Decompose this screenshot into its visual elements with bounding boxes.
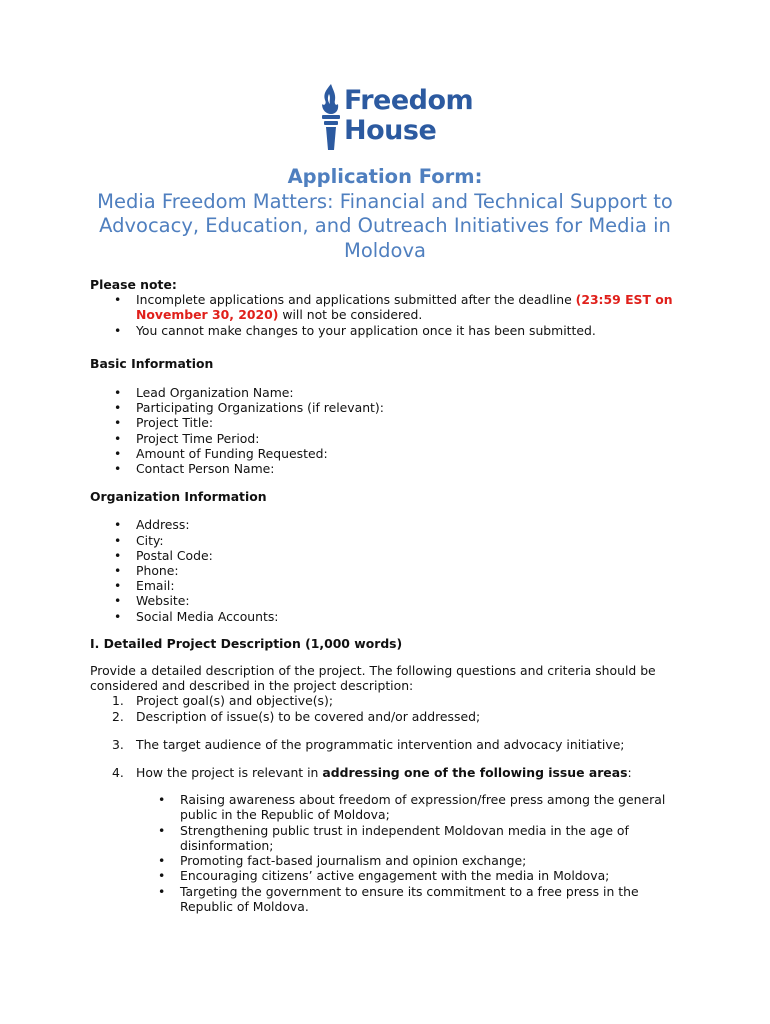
list-item: • Targeting the government to ensure its commitment to a free press in the Republic of Moldova. — [158, 884, 690, 914]
list-item: 4. How the project is relevant in addressing one of the following issue areas: — [112, 765, 632, 781]
list-item: 1. Project goal(s) and objective(s); — [112, 693, 334, 709]
list-item: • Address: — [114, 517, 690, 532]
criteria-list — [112, 693, 690, 780]
list-item: • Incomplete applications and applications submitted after the deadline (23:59 EST on November 30, 2020) will not be considered. — [114, 292, 690, 322]
list-item: • You cannot make changes to your application once it has been submitted. — [114, 323, 690, 338]
list-item: 2. Description of issue(s) to be covered and/or addressed; — [112, 708, 481, 724]
org-info-list — [114, 517, 690, 623]
issue-areas-list — [158, 792, 690, 914]
list-item: 3. The target audience of the programmatic intervention and advocacy initiative; — [112, 736, 625, 752]
list-item: • Participating Organizations (if relevant): — [114, 400, 690, 415]
list-item: • Promoting fact-based journalism and opinion exchange; — [158, 853, 690, 868]
list-item: • Contact Person Name: — [114, 461, 690, 476]
list-item: • Postal Code: — [114, 548, 690, 563]
torch-icon — [318, 82, 344, 152]
freedom-house-logo — [318, 82, 478, 154]
list-item: • Website: — [114, 593, 690, 608]
list-item: • Social Media Accounts: — [114, 609, 690, 624]
please-note-heading: Please note: — [90, 277, 177, 292]
list-item: • City: — [114, 533, 690, 548]
document-title — [80, 165, 690, 263]
list-item: • Strengthening public trust in independent Moldovan media in the age of disinformation; — [158, 823, 690, 853]
org-info-heading: Organization Information — [90, 489, 267, 505]
list-item: • Email: — [114, 578, 690, 593]
note-list — [114, 292, 690, 338]
list-item: • Lead Organization Name: — [114, 385, 690, 400]
basic-info-list — [114, 385, 690, 476]
detailed-description-heading: I. Detailed Project Description (1,000 words) — [90, 635, 403, 651]
list-item: • Raising awareness about freedom of expression/free press among the general public in the Republic of Moldova; — [158, 792, 690, 822]
form-body — [90, 277, 690, 914]
deadline-text: (23:59 EST on November 30, 2020) — [136, 292, 673, 323]
logo-wordmark: Freedom House — [344, 85, 474, 146]
list-item: • Amount of Funding Requested: — [114, 446, 690, 461]
title-subtitle: Media Freedom Matters: Financial and Technical Support to Advocacy, Education, and Outreach Initiatives for Media in Moldova — [97, 189, 673, 262]
list-item: • Project Title: — [114, 415, 690, 430]
list-item: • Project Time Period: — [114, 431, 690, 446]
detailed-description-intro: Provide a detailed description of the project. The following questions and criteria should be considered and described in the project description: — [90, 663, 656, 694]
list-item: • Encouraging citizens’ active engagement with the media in Moldova; — [158, 868, 690, 883]
title-main: Application Form: — [287, 165, 483, 188]
basic-info-heading: Basic Information — [90, 355, 214, 371]
list-item: • Phone: — [114, 563, 690, 578]
